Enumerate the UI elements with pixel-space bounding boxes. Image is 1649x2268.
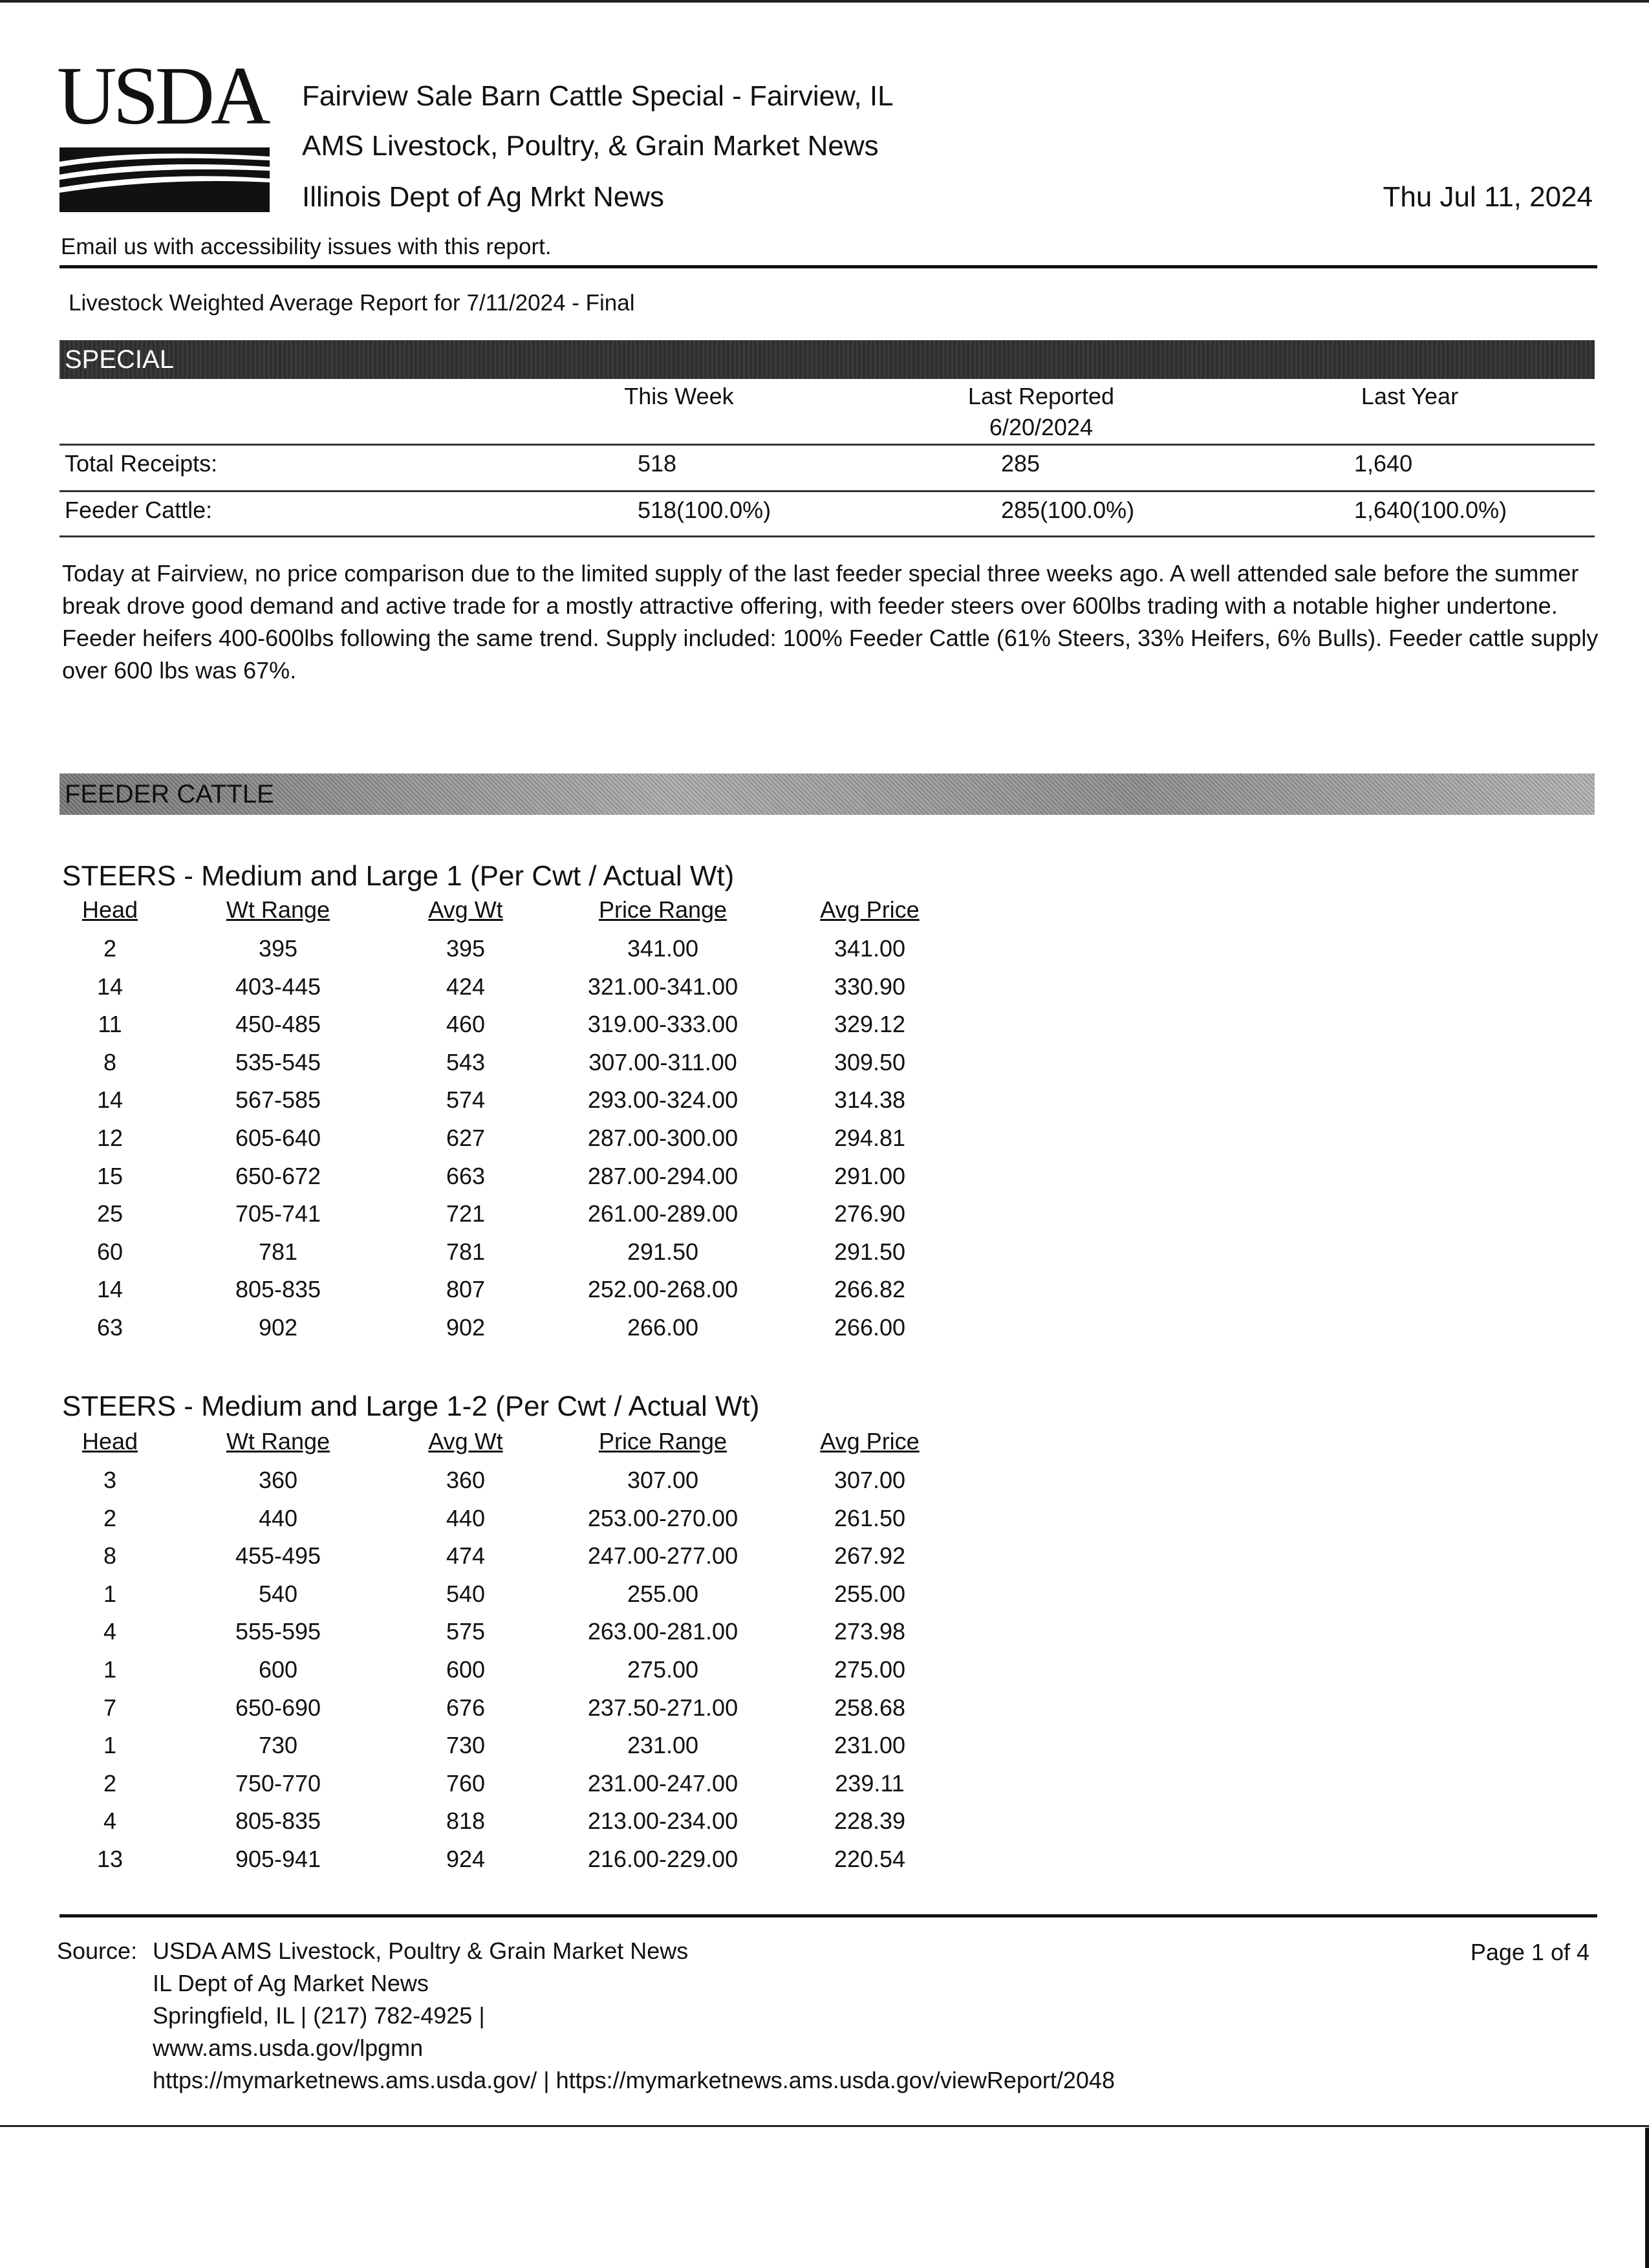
steers-ml1-column-headers [0,896,970,929]
cell-price-range: 263.00-281.00 [587,1618,738,1645]
cell-head: 4 [103,1618,117,1645]
table-row [0,1011,970,1048]
cell-wt-range: 535-545 [235,1048,321,1075]
col-price-range: Price Range [598,896,727,923]
cell-avg-price: 261.50 [834,1504,906,1531]
source-label: Source: [57,1938,138,1964]
cell-head: 14 [96,1086,124,1114]
footer-divider [59,1914,1597,1917]
table-row [0,1200,970,1238]
col-avg-wt: Avg Wt [428,1428,503,1454]
special-band: SPECIAL [59,340,1595,379]
cell-avg-wt: 627 [446,1125,486,1151]
cell-price-range: 287.00-300.00 [587,1125,738,1151]
report-date: Thu Jul 11, 2024 [1383,181,1593,213]
table-row [0,1694,970,1732]
table-row [0,1314,970,1352]
table-row [0,1049,970,1086]
cell-avg-price: 239.11 [835,1769,905,1797]
cell-avg-wt: 543 [446,1048,486,1075]
total-receipts-this-week: 518 [638,450,677,477]
col-head: Head [81,1428,138,1454]
cell-avg-price: 276.90 [834,1200,906,1227]
cell-price-range: 255.00 [627,1580,699,1607]
cell-wt-range: 902 [258,1314,298,1341]
table-row [0,1581,970,1618]
cell-wt-range: 540 [258,1580,298,1607]
office-line: Illinois Dept of Ag Mrkt News [302,181,664,213]
cell-avg-price: 275.00 [834,1656,906,1683]
source-line-mymarketnews-links[interactable]: https://mymarketnews.ams.usda.gov/ | https://mymarketnews.ams.usda.gov/viewReport/2048 [153,2067,1115,2093]
cell-head: 12 [96,1125,124,1151]
cell-head: 14 [96,973,124,1000]
cell-avg-price: 294.81 [834,1125,906,1151]
cell-price-range: 321.00-341.00 [587,973,738,1000]
cell-avg-price: 309.50 [834,1048,906,1075]
total-receipts-last-year: 1,640 [1354,450,1413,477]
col-price-range: Price Range [598,1428,727,1454]
cell-avg-wt: 721 [446,1200,486,1227]
cell-avg-price: 341.00 [834,935,906,962]
cell-head: 60 [96,1238,124,1265]
cell-head: 14 [96,1276,124,1303]
col-last-reported: Last Reported [967,383,1115,409]
bottom-scan-edge [1645,2128,1649,2268]
table-row [0,1467,970,1504]
cell-wt-range: 750-770 [235,1769,321,1797]
feeder-cattle-this-week: 518(100.0%) [638,497,771,523]
usda-logo-text: USDA [57,50,267,142]
col-wt-range: Wt Range [226,896,330,923]
cell-price-range: 261.00-289.00 [587,1200,738,1227]
cell-avg-price: 220.54 [834,1846,906,1872]
table-row [0,1125,970,1162]
cell-wt-range: 805-835 [235,1276,321,1303]
cell-price-range: 307.00-311.00 [588,1048,737,1075]
cell-price-range: 291.50 [627,1238,699,1265]
col-last-year: Last Year [1361,383,1459,409]
cell-price-range: 293.00-324.00 [587,1086,738,1114]
cell-avg-wt: 600 [446,1656,486,1683]
cell-head: 3 [103,1467,117,1493]
cell-avg-price: 255.00 [834,1580,906,1607]
cell-head: 25 [96,1200,124,1227]
cell-head: 63 [96,1314,124,1341]
usda-logo-field-icon [59,147,270,212]
cell-wt-range: 730 [258,1732,298,1759]
source-line-office: IL Dept of Ag Market News [153,1970,429,1996]
cell-price-range: 231.00-247.00 [587,1769,738,1797]
cell-price-range: 287.00-294.00 [587,1162,738,1189]
steers-ml12-title: STEERS - Medium and Large 1-2 (Per Cwt / Actual Wt) [62,1390,760,1422]
cell-avg-price: 266.82 [834,1276,906,1303]
cell-head: 13 [96,1846,124,1872]
cell-avg-wt: 440 [446,1504,486,1531]
table-row [0,1276,970,1313]
cell-avg-wt: 460 [446,1011,486,1038]
cell-head: 8 [103,1048,117,1075]
cell-avg-wt: 395 [446,935,486,962]
cell-price-range: 231.00 [627,1732,699,1759]
table-row [0,1618,970,1656]
cell-head: 2 [103,1769,117,1797]
feeder-cattle-band: FEEDER CATTLE [59,773,1595,815]
col-last-reported-date: 6/20/2024 [989,414,1094,440]
cell-head: 7 [103,1694,117,1721]
cell-head: 11 [98,1011,122,1038]
cell-wt-range: 450-485 [235,1011,321,1038]
special-row-rule [59,490,1595,492]
cell-wt-range: 395 [258,935,298,962]
cell-wt-range: 403-445 [235,973,321,1000]
cell-wt-range: 705-741 [235,1200,321,1227]
bottom-scan-frame [0,2125,1649,2268]
cell-price-range: 237.50-271.00 [587,1694,738,1721]
col-wt-range: Wt Range [226,1428,330,1454]
cell-wt-range: 555-595 [235,1618,321,1645]
col-avg-price: Avg Price [820,896,920,923]
cell-avg-price: 307.00 [834,1467,906,1493]
cell-avg-price: 231.00 [834,1732,906,1759]
table-row [0,1238,970,1276]
cell-avg-price: 267.92 [834,1542,906,1570]
accessibility-link[interactable]: Email us with accessibility issues with this report. [61,234,552,259]
cell-avg-wt: 902 [446,1314,486,1341]
table-row [0,1846,970,1883]
cell-head: 2 [103,935,117,962]
cell-avg-wt: 730 [446,1732,486,1759]
cell-head: 1 [103,1580,117,1607]
table-row [0,1163,970,1200]
cell-head: 1 [103,1732,117,1759]
market-summary: Today at Fairview, no price comparison due to the limited supply of the last feeder special three weeks ago. A well attended sale before the summer break drove good demand and active trade for a mostly attractive offering, with feeder steers over 600lbs trading with a notable higher undertone. Feeder heifers 400-600lbs following the same trend. Supply included: 100% Feeder Cattle (61% Steers, 33% Heifers, 6% Bulls). Feeder cattle supply over 600 lbs was 67%. [62,560,1599,684]
special-bottom-rule [59,535,1595,537]
cell-avg-price: 330.90 [834,973,906,1000]
cell-avg-wt: 474 [446,1542,486,1570]
cell-price-range: 266.00 [627,1314,699,1341]
steers-ml1-title: STEERS - Medium and Large 1 (Per Cwt / Actual Wt) [62,860,735,892]
cell-wt-range: 905-941 [235,1846,321,1872]
table-row [0,1542,970,1580]
cell-avg-price: 228.39 [834,1808,906,1835]
table-row [0,1770,970,1808]
cell-avg-price: 329.12 [834,1011,906,1038]
cell-head: 15 [96,1162,124,1189]
table-row [0,1656,970,1694]
cell-wt-range: 650-690 [235,1694,321,1721]
cell-head: 8 [103,1542,117,1570]
source-line-agency: USDA AMS Livestock, Poultry & Grain Market News [153,1938,689,1964]
cell-avg-price: 291.00 [834,1162,906,1189]
top-border-line [0,0,1649,3]
cell-avg-wt: 781 [446,1238,486,1265]
total-receipts-label: Total Receipts: [65,450,218,477]
cell-wt-range: 440 [258,1504,298,1531]
cell-avg-wt: 360 [446,1467,486,1493]
table-row [0,1808,970,1845]
cell-wt-range: 781 [258,1238,298,1265]
cell-wt-range: 605-640 [235,1125,321,1151]
page-number: Page 1 of 4 [1470,1939,1590,1965]
cell-price-range: 247.00-277.00 [587,1542,738,1570]
cell-wt-range: 805-835 [235,1808,321,1835]
cell-avg-price: 291.50 [834,1238,906,1265]
cell-avg-price: 266.00 [834,1314,906,1341]
cell-head: 4 [103,1808,117,1835]
source-line-website[interactable]: www.ams.usda.gov/lpgmn [153,2035,424,2061]
table-row [0,935,970,973]
cell-avg-price: 273.98 [834,1618,906,1645]
cell-avg-wt: 818 [446,1808,486,1835]
cell-price-range: 252.00-268.00 [587,1276,738,1303]
cell-price-range: 213.00-234.00 [587,1808,738,1835]
table-row [0,1086,970,1124]
table-row [0,973,970,1011]
cell-price-range: 275.00 [627,1656,699,1683]
cell-price-range: 307.00 [627,1467,699,1493]
cell-price-range: 216.00-229.00 [587,1846,738,1872]
col-head: Head [81,896,138,923]
cell-avg-wt: 807 [446,1276,486,1303]
cell-avg-wt: 924 [446,1846,486,1872]
source-line-phone: Springfield, IL | (217) 782-4925 | [153,2002,485,2029]
steers-ml12-column-headers [0,1428,970,1460]
table-row [0,1732,970,1769]
header-divider [59,265,1597,268]
report-title-line: Fairview Sale Barn Cattle Special - Fairview, IL [302,80,894,112]
cell-avg-price: 314.38 [834,1086,906,1114]
cell-head: 2 [103,1504,117,1531]
cell-avg-wt: 540 [446,1580,486,1607]
total-receipts-last-reported: 285 [1001,450,1040,477]
feeder-cattle-label: Feeder Cattle: [65,497,213,523]
cell-wt-range: 360 [258,1467,298,1493]
cell-price-range: 341.00 [627,935,699,962]
usda-logo [57,50,270,212]
special-header-rule [59,444,1595,446]
cell-wt-range: 600 [258,1656,298,1683]
weighted-average-title: Livestock Weighted Average Report for 7/11/2024 - Final [69,290,635,316]
cell-wt-range: 455-495 [235,1542,321,1570]
cell-wt-range: 567-585 [235,1086,321,1114]
cell-avg-wt: 574 [446,1086,486,1114]
table-row [0,1505,970,1542]
cell-avg-wt: 676 [446,1694,486,1721]
cell-avg-wt: 575 [446,1618,486,1645]
cell-avg-wt: 424 [446,973,486,1000]
agency-line: AMS Livestock, Poultry, & Grain Market News [302,130,879,162]
col-this-week: This Week [624,383,734,409]
cell-wt-range: 650-672 [235,1162,321,1189]
cell-price-range: 253.00-270.00 [587,1504,738,1531]
cell-avg-price: 258.68 [834,1694,906,1721]
cell-avg-wt: 663 [446,1162,486,1189]
col-avg-wt: Avg Wt [428,896,503,923]
cell-head: 1 [103,1656,117,1683]
feeder-cattle-last-reported: 285(100.0%) [1001,497,1135,523]
cell-price-range: 319.00-333.00 [587,1011,738,1038]
col-avg-price: Avg Price [820,1428,920,1454]
feeder-cattle-last-year: 1,640(100.0%) [1354,497,1507,523]
cell-avg-wt: 760 [446,1769,486,1797]
